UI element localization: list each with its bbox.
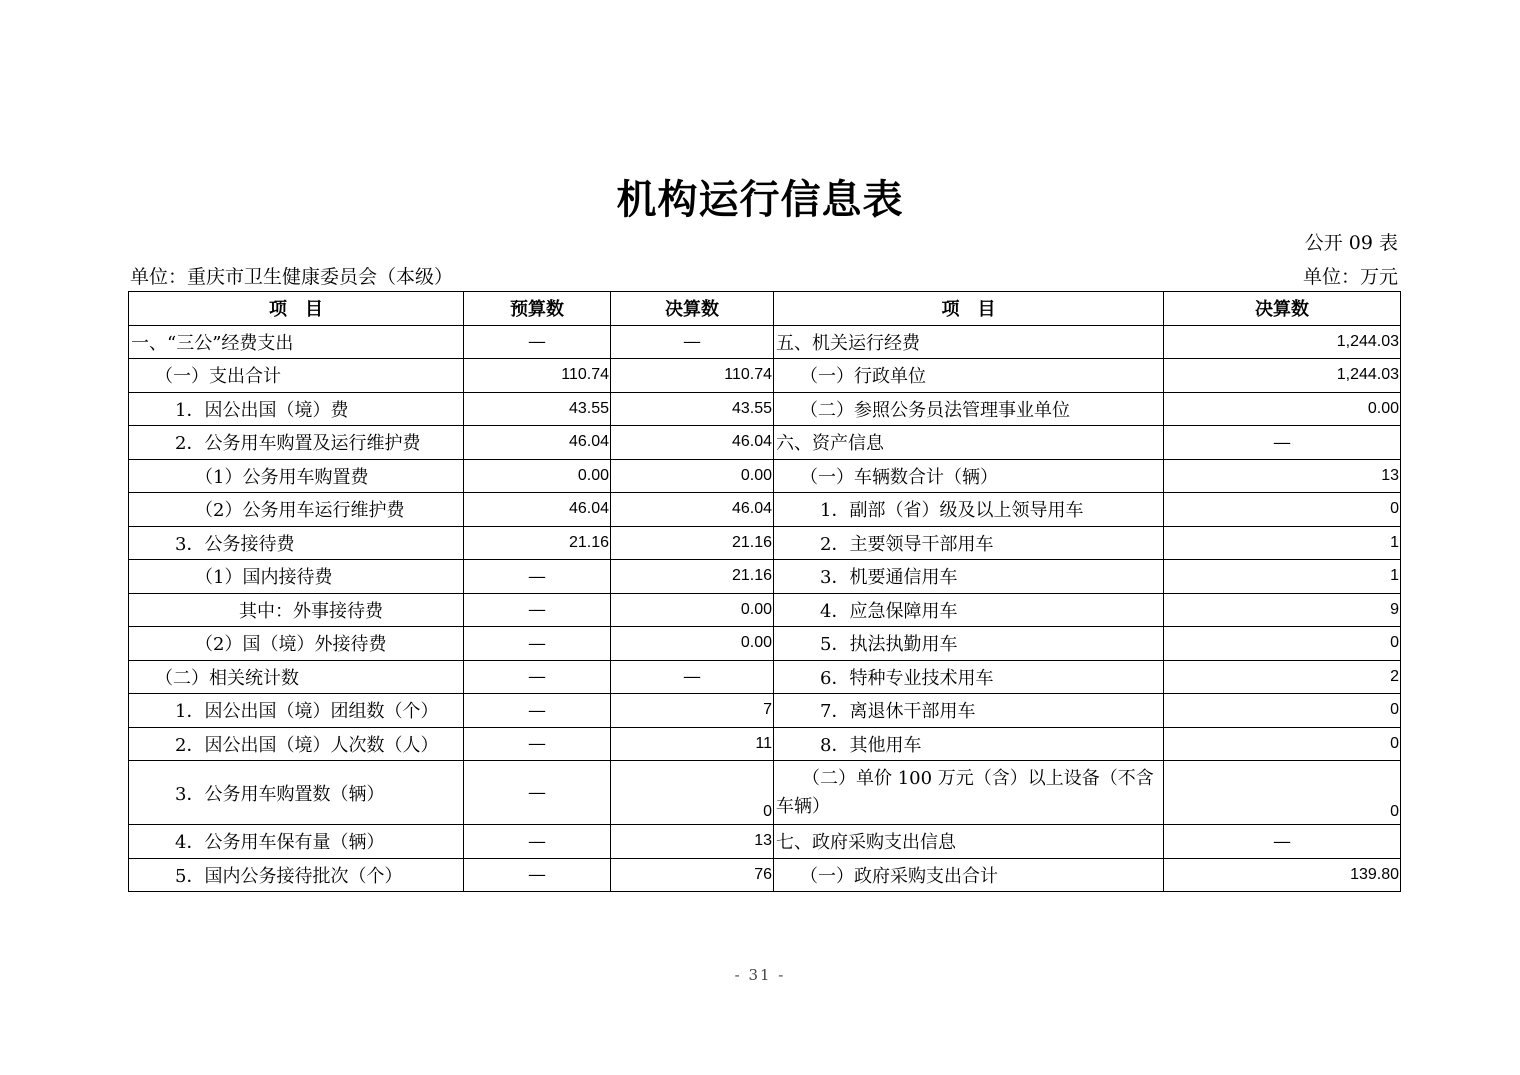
left-item: 1．因公出国（境）费	[129, 392, 464, 426]
final-cell: 0.00	[611, 627, 774, 661]
budget-cell: 46.04	[464, 426, 611, 460]
table-row	[129, 526, 1401, 560]
table-row	[129, 627, 1401, 661]
right-item: 5．执法执勤用车	[774, 627, 1164, 661]
budget-cell: 21.16	[464, 526, 611, 560]
left-item: （一）支出合计	[129, 359, 464, 393]
right-item: 6．特种专业技术用车	[774, 660, 1164, 694]
table-row	[129, 493, 1401, 527]
left-item: 其中：外事接待费	[129, 593, 464, 627]
right-item: 2．主要领导干部用车	[774, 526, 1164, 560]
budget-cell: —	[464, 694, 611, 728]
budget-cell: 46.04	[464, 493, 611, 527]
budget-cell: 43.55	[464, 392, 611, 426]
budget-cell: 110.74	[464, 359, 611, 393]
final-cell: 13	[611, 825, 774, 859]
right-value: 13	[1164, 459, 1401, 493]
header-budget: 预算数	[464, 292, 611, 326]
right-value: 1	[1164, 526, 1401, 560]
right-item: 4．应急保障用车	[774, 593, 1164, 627]
budget-cell: 0.00	[464, 459, 611, 493]
table-row	[129, 359, 1401, 393]
form-number: 公开 09 表	[1304, 232, 1398, 254]
final-cell: 0	[611, 761, 774, 825]
right-value: 2	[1164, 660, 1401, 694]
left-item: 5．国内公务接待批次（个）	[129, 858, 464, 892]
final-cell: 0.00	[611, 459, 774, 493]
right-item: 五、机关运行经费	[774, 325, 1164, 359]
table-row	[129, 761, 1401, 825]
table-row	[129, 727, 1401, 761]
right-item: （一）行政单位	[774, 359, 1164, 393]
left-item: （2）公务用车运行维护费	[129, 493, 464, 527]
final-cell: 43.55	[611, 392, 774, 426]
right-item: 六、资产信息	[774, 426, 1164, 460]
header-final: 决算数	[611, 292, 774, 326]
left-item: （二）相关统计数	[129, 660, 464, 694]
right-value: —	[1164, 426, 1401, 460]
right-value: 9	[1164, 593, 1401, 627]
table-row	[129, 660, 1401, 694]
right-item: （二）单价 100 万元（含）以上设备（不含车辆）	[774, 761, 1164, 825]
budget-cell: —	[464, 593, 611, 627]
budget-cell: —	[464, 825, 611, 859]
final-cell: 76	[611, 858, 774, 892]
left-item: （1）公务用车购置费	[129, 459, 464, 493]
left-item: 1．因公出国（境）团组数（个）	[129, 694, 464, 728]
left-item: 3．公务用车购置数（辆）	[129, 761, 464, 825]
right-item: 8．其他用车	[774, 727, 1164, 761]
right-value: 1,244.03	[1164, 325, 1401, 359]
right-item: 1．副部（省）级及以上领导用车	[774, 493, 1164, 527]
table-row	[129, 593, 1401, 627]
final-cell: 21.16	[611, 526, 774, 560]
final-cell: 46.04	[611, 493, 774, 527]
right-item: （一）车辆数合计（辆）	[774, 459, 1164, 493]
final-cell: 0.00	[611, 593, 774, 627]
right-item: （二）参照公务员法管理事业单位	[774, 392, 1164, 426]
table-header-row	[129, 292, 1401, 326]
budget-cell: —	[464, 727, 611, 761]
table-row	[129, 858, 1401, 892]
left-item: 2．公务用车购置及运行维护费	[129, 426, 464, 460]
right-item: 7．离退休干部用车	[774, 694, 1164, 728]
left-item: 3．公务接待费	[129, 526, 464, 560]
right-item: 3．机要通信用车	[774, 560, 1164, 594]
final-cell: 110.74	[611, 359, 774, 393]
page-number: - 31 -	[734, 966, 786, 984]
right-value: 139.80	[1164, 858, 1401, 892]
operation-info-table	[128, 291, 1401, 892]
final-cell: 11	[611, 727, 774, 761]
budget-cell: —	[464, 627, 611, 661]
right-value: 0	[1164, 694, 1401, 728]
table-row	[129, 825, 1401, 859]
right-value: 0	[1164, 627, 1401, 661]
budget-cell: —	[464, 560, 611, 594]
final-cell: 46.04	[611, 426, 774, 460]
right-value: —	[1164, 825, 1401, 859]
header-right-final: 决算数	[1164, 292, 1401, 326]
left-item: 4．公务用车保有量（辆）	[129, 825, 464, 859]
left-item: 2．因公出国（境）人次数（人）	[129, 727, 464, 761]
table-row	[129, 325, 1401, 359]
table-row	[129, 392, 1401, 426]
right-item: （一）政府采购支出合计	[774, 858, 1164, 892]
currency-unit: 单位：万元	[1302, 266, 1398, 288]
budget-cell: —	[464, 761, 611, 825]
right-value: 1,244.03	[1164, 359, 1401, 393]
left-item: （2）国（境）外接待费	[129, 627, 464, 661]
right-item: 七、政府采购支出信息	[774, 825, 1164, 859]
final-cell: 21.16	[611, 560, 774, 594]
budget-cell: —	[464, 858, 611, 892]
final-cell: 7	[611, 694, 774, 728]
header-left-item: 项 目	[129, 292, 464, 326]
right-value: 1	[1164, 560, 1401, 594]
right-value: 0.00	[1164, 392, 1401, 426]
header-right-item: 项 目	[774, 292, 1164, 326]
page-title: 机构运行信息表	[616, 176, 904, 223]
reporting-unit: 单位：重庆市卫生健康委员会（本级）	[130, 266, 454, 288]
table-row	[129, 694, 1401, 728]
right-value: 0	[1164, 761, 1401, 825]
budget-cell: —	[464, 325, 611, 359]
table-row	[129, 560, 1401, 594]
left-item: 一、“三公”经费支出	[129, 325, 464, 359]
table-row	[129, 459, 1401, 493]
table-row	[129, 426, 1401, 460]
final-cell: —	[611, 325, 774, 359]
final-cell: —	[611, 660, 774, 694]
budget-cell: —	[464, 660, 611, 694]
right-value: 0	[1164, 727, 1401, 761]
left-item: （1）国内接待费	[129, 560, 464, 594]
right-value: 0	[1164, 493, 1401, 527]
